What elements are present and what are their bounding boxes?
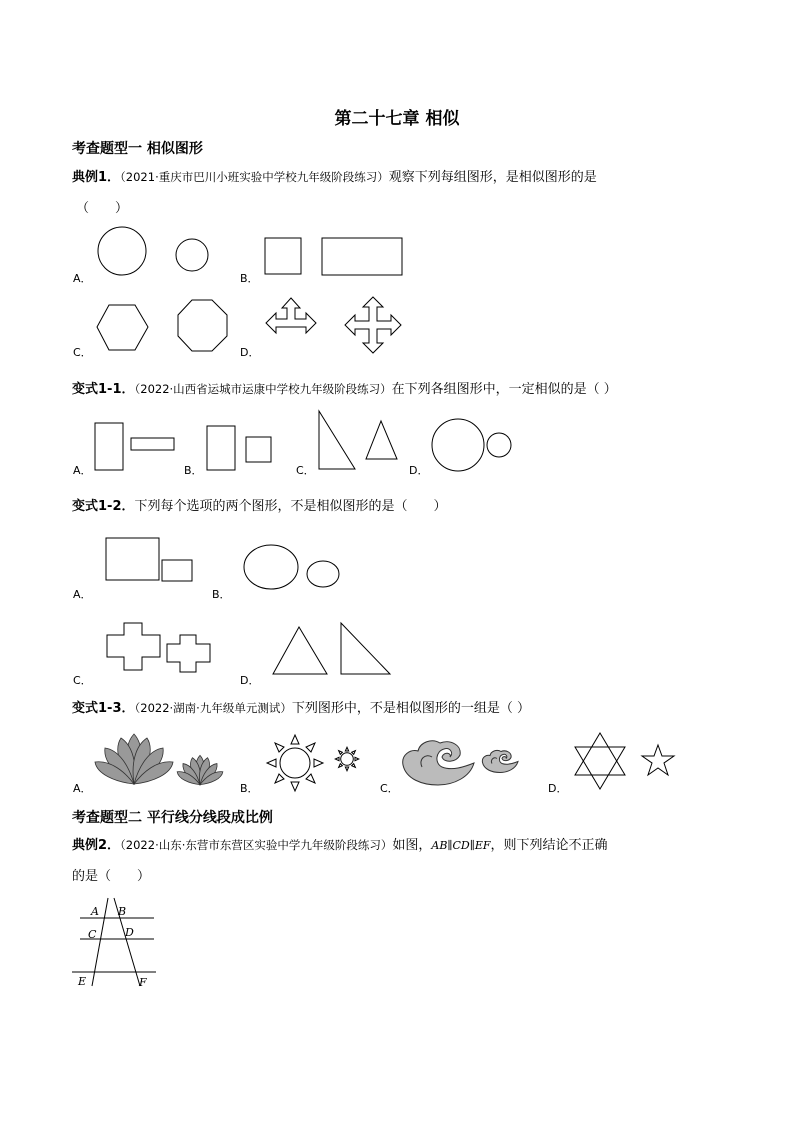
example-2-parallel-expression: AB∥CD∥EF: [431, 839, 491, 852]
point-a-label: A: [91, 905, 99, 918]
ex1-option-d-label: D．: [240, 346, 260, 359]
ex1-option-c-label: C．: [73, 346, 92, 359]
v11-option-a-wide-rectangle: [130, 437, 176, 453]
example-2-question: [72, 834, 608, 853]
example-2-text-post: ，则下列结论不正确: [490, 838, 608, 853]
chapter-title: 第二十七章 相似: [334, 109, 460, 129]
example-1-label: 典例1．: [72, 170, 121, 185]
ex1-option-b-label: B．: [240, 272, 259, 285]
v12-option-d-equilateral-triangle: [272, 626, 330, 676]
v13-option-b-large-sun: [264, 732, 326, 794]
example-1-answer-paren: （ ）: [76, 201, 129, 216]
ex1-option-d-three-way-arrow: [264, 297, 318, 339]
v12-option-d-label: D．: [240, 674, 260, 687]
ex1-option-a-small-circle: [174, 238, 212, 274]
v11-option-b-square: [245, 436, 273, 464]
example-2-text-pre: 如图，: [392, 838, 432, 853]
v11-option-c-isosceles-triangle: [365, 420, 399, 462]
v13-option-d-five-pointed-star: [641, 744, 675, 778]
section-heading-1: 考查题型一 相似图形: [72, 141, 203, 157]
point-b-label: B: [118, 905, 127, 918]
v12-option-b-small-ellipse: [306, 560, 342, 590]
v11-option-a-label: A．: [73, 464, 92, 477]
ex1-option-a-large-circle: [96, 226, 152, 278]
v12-option-c-small-cross: [166, 634, 212, 674]
v13-option-c-small-cloud: [481, 748, 519, 774]
variant-1-3-question: [72, 697, 530, 716]
v13-option-a-small-petal-logo: [176, 754, 224, 786]
ex1-option-d-four-way-arrow: [344, 296, 402, 354]
v11-option-d-label: D．: [409, 464, 429, 477]
variant-1-3-source: （2022·湖南·九年级单元测试）: [134, 701, 292, 715]
v13-option-c-large-cloud: [400, 737, 476, 787]
variant-1-1-text: 在下列各组图形中，一定相似的是（ ）: [391, 382, 617, 397]
v13-option-a-large-petal-logo: [93, 732, 175, 786]
ex1-option-b-square: [264, 237, 304, 277]
ex1-option-b-rectangle: [320, 237, 406, 277]
v11-option-d-small-circle: [486, 432, 514, 460]
variant-1-1-label: 变式1-1．: [72, 382, 135, 397]
v13-option-d-label: D．: [548, 782, 568, 795]
v12-option-b-label: B．: [212, 588, 231, 601]
v11-option-b-label: B．: [184, 464, 203, 477]
ex1-option-a-label: A．: [73, 272, 92, 285]
v12-option-a-large-rectangle: [105, 537, 161, 583]
variant-1-1-source: （2022·山西省运城市运康中学校九年级阶段练习）: [134, 382, 392, 396]
v11-option-c-right-triangle: [317, 410, 359, 472]
v13-option-a-label: A．: [73, 782, 92, 795]
v11-option-d-large-circle: [430, 418, 488, 474]
ex1-option-c-hexagon: [96, 304, 150, 352]
variant-1-2-text: 下列每个选项的两个图形，不是相似图形的是（ ）: [134, 499, 447, 514]
variant-1-3-label: 变式1-3．: [72, 701, 135, 716]
section-heading-2: 考查题型二 平行线分线段成比例: [72, 810, 273, 826]
point-d-label: D: [125, 926, 134, 939]
variant-1-2-label: 变式1-2．: [72, 499, 135, 514]
v13-option-d-six-pointed-star: [572, 732, 628, 790]
example-2-source: （2022·山东·东营市东营区实验中学九年级阶段练习）: [120, 838, 393, 852]
variant-1-2-question: [72, 495, 447, 514]
v12-option-b-large-ellipse: [243, 543, 301, 591]
example-1-question: [72, 166, 597, 185]
v11-option-c-label: C．: [296, 464, 315, 477]
v13-option-b-label: B．: [240, 782, 259, 795]
v11-option-a-tall-rectangle: [94, 422, 126, 472]
v12-option-c-label: C．: [73, 674, 92, 687]
v12-option-a-label: A．: [73, 588, 92, 601]
v13-option-c-label: C．: [380, 782, 399, 795]
ex1-option-c-octagon: [177, 299, 229, 353]
point-e-label: E: [78, 975, 87, 988]
example-1-source: （2021·重庆市巴川小班实验中学校九年级阶段练习）: [120, 170, 389, 184]
v11-option-b-rectangle: [206, 425, 238, 473]
example-2-label: 典例2．: [72, 838, 121, 853]
v12-option-a-small-rectangle: [161, 559, 195, 583]
v12-option-c-large-cross: [106, 622, 162, 672]
variant-1-1-question: [72, 378, 617, 397]
v12-option-d-right-triangle: [339, 622, 393, 676]
v13-option-b-small-sun: [334, 746, 360, 772]
example-2-question-line-2: 的是（ ）: [72, 869, 151, 884]
variant-1-3-text: 下列图形中，不是相似图形的一组是（ ）: [291, 701, 530, 716]
example-1-text: 观察下列每组图形，是相似图形的是: [388, 170, 597, 185]
point-c-label: C: [88, 928, 97, 941]
point-f-label: F: [139, 976, 147, 989]
